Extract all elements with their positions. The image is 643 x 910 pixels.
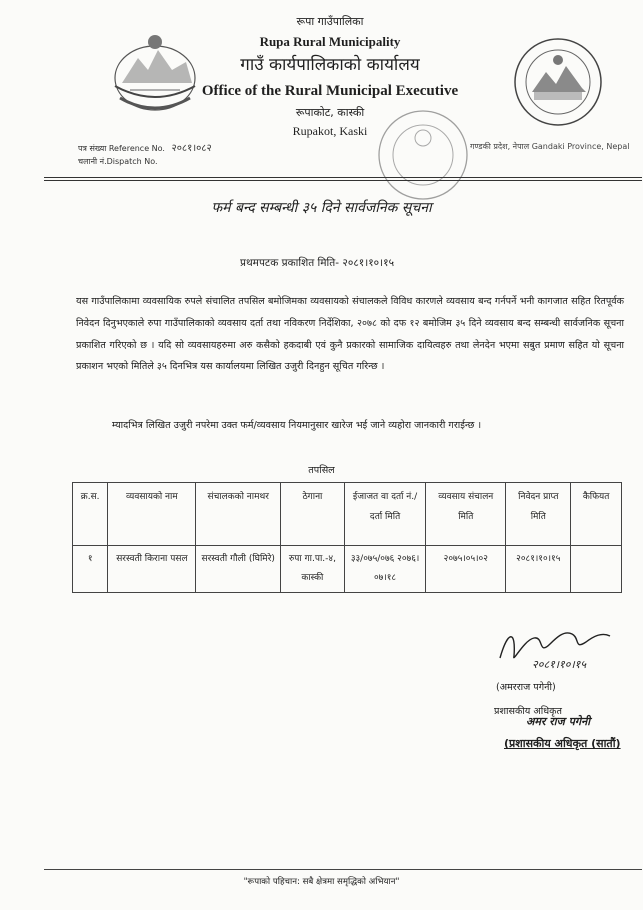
- signatory-role: प्रशासकीय अधिकृत: [494, 706, 562, 717]
- col-header-address: ठेगाना: [280, 483, 344, 546]
- cell-operator-name: सरस्वती गौली (घिमिरे): [196, 546, 281, 593]
- notice-title: फर्म बन्द सम्बन्धी ३५ दिने सार्वजनिक सूचना: [211, 200, 432, 216]
- dispatch-number-label: चलानी नं.Dispatch No.: [78, 157, 158, 166]
- col-header-registration: ईजाजत वा दर्ता नं./दर्ता मिति: [344, 483, 425, 546]
- reference-label: पत्र संख्या Reference No.: [78, 144, 165, 153]
- reference-number: [78, 140, 212, 154]
- col-header-remarks: कैफियत: [571, 483, 622, 546]
- municipality-seal-icon: [512, 36, 604, 128]
- handwritten-signature: [494, 620, 624, 670]
- municipality-name-en: Rupa Rural Municipality: [259, 34, 401, 49]
- signatory-name: (अमरराज पगेनी): [496, 682, 556, 693]
- table-caption: तपसिल: [308, 465, 335, 476]
- cell-sn: १: [73, 546, 108, 593]
- table-header-row: [73, 483, 622, 546]
- stamp-signatory-name: अमर राज पगेनी: [526, 715, 591, 728]
- footer-divider: [44, 869, 642, 870]
- town-en: Rupakot, Kaski: [292, 124, 368, 138]
- cell-business-name: सरस्वती किराना पसल: [108, 546, 196, 593]
- col-header-operator-name: संचालकको नामथर: [196, 483, 281, 546]
- notice-paragraph: यस गाउँपालिकामा व्यवसायिक रुपले संचालित तपसिल बमोजिमका व्यवसायको संचालकले विविध कारणले व्यवसाय बन्द गर्नपर्ने भनी कागजात सहित रितपूर्वक निवेदन दिनुभएकाले रुपा गाउँपालिकाको व्यवसाय दर्ता तथा नविकरण निर्देशिका, २०७८ को दफ १२ बमोजिम ३५ दिने व्यवसाय बन्द सम्बन्धी सार्वजनिक सूचना प्रकाशित गरिएको छ । यदि सो व्यवसायहरुमा अरु कसैको हकदाबी एवं कुनै प्रकारको सामाजिक दायित्वहरु तथा लेनदेन भएमा सबुत प्रमाण सहित यो सूचना प्रकाशन भएको मितिले ३५ दिनभित्र यस कार्यालयमा लिखित उजुरी दिनहुन सूचित गरिन्छ ।: [76, 296, 624, 373]
- header-divider-second: [44, 180, 642, 181]
- first-published-date: [240, 256, 394, 270]
- cell-registration: ३३/०७५/०७६ २०७६।०७।१८: [344, 546, 425, 593]
- cell-remarks: [571, 546, 622, 593]
- office-stamp-icon: [376, 108, 470, 202]
- header-divider: [44, 177, 642, 178]
- office-name-np: गाउँ कार्यपालिकाको कार्यालय: [240, 55, 420, 75]
- province-address: गण्डकी प्रदेश, नेपाल Gandaki Province, Nepal: [470, 142, 630, 151]
- footer-slogan: "रूपाको पहिचान: सबै क्षेत्रमा समृद्धिको अभियान": [243, 877, 400, 887]
- table-row: [73, 546, 622, 593]
- stamp-signatory-role: (प्रशासकीय अधिकृत (सातौं): [504, 737, 621, 750]
- business-table: [72, 482, 622, 593]
- cell-address: रुपा गा.पा.-४, कास्की: [280, 546, 344, 593]
- town-np: रूपाकोट, कास्की: [295, 106, 365, 119]
- signature-date: २०८१।१०।१५: [532, 658, 587, 670]
- notice-paragraph-2: म्यादभित्र लिखित उजुरी नपरेमा उक्त फर्म/व्यवसाय नियमानुसार खारेज भई जाने व्यहोरा जानकारी गराईन्छ ।: [112, 420, 482, 431]
- col-header-application-date: निवेदन प्राप्त मिति: [506, 483, 571, 546]
- municipality-name-np: रूपा गाउँपालिका: [296, 15, 364, 28]
- cell-operation-date: २०७५।०५।०२: [426, 546, 506, 593]
- reference-value: २०८१।०८२: [171, 143, 212, 154]
- col-header-business-name: व्यवसायको नाम: [108, 483, 196, 546]
- first-published-value: २०८१।१०।१५: [342, 257, 395, 269]
- col-header-operation-date: व्यवसाय संचालन मिति: [426, 483, 506, 546]
- nepal-emblem-icon: [100, 28, 210, 118]
- cell-application-date: २०८१।१०।१५: [506, 546, 571, 593]
- col-header-sn: क्र.स.: [73, 483, 108, 546]
- first-published-label: प्रथमपटक प्रकाशित मिति-: [240, 257, 340, 269]
- office-name-en: Office of the Rural Municipal Executive: [201, 83, 459, 99]
